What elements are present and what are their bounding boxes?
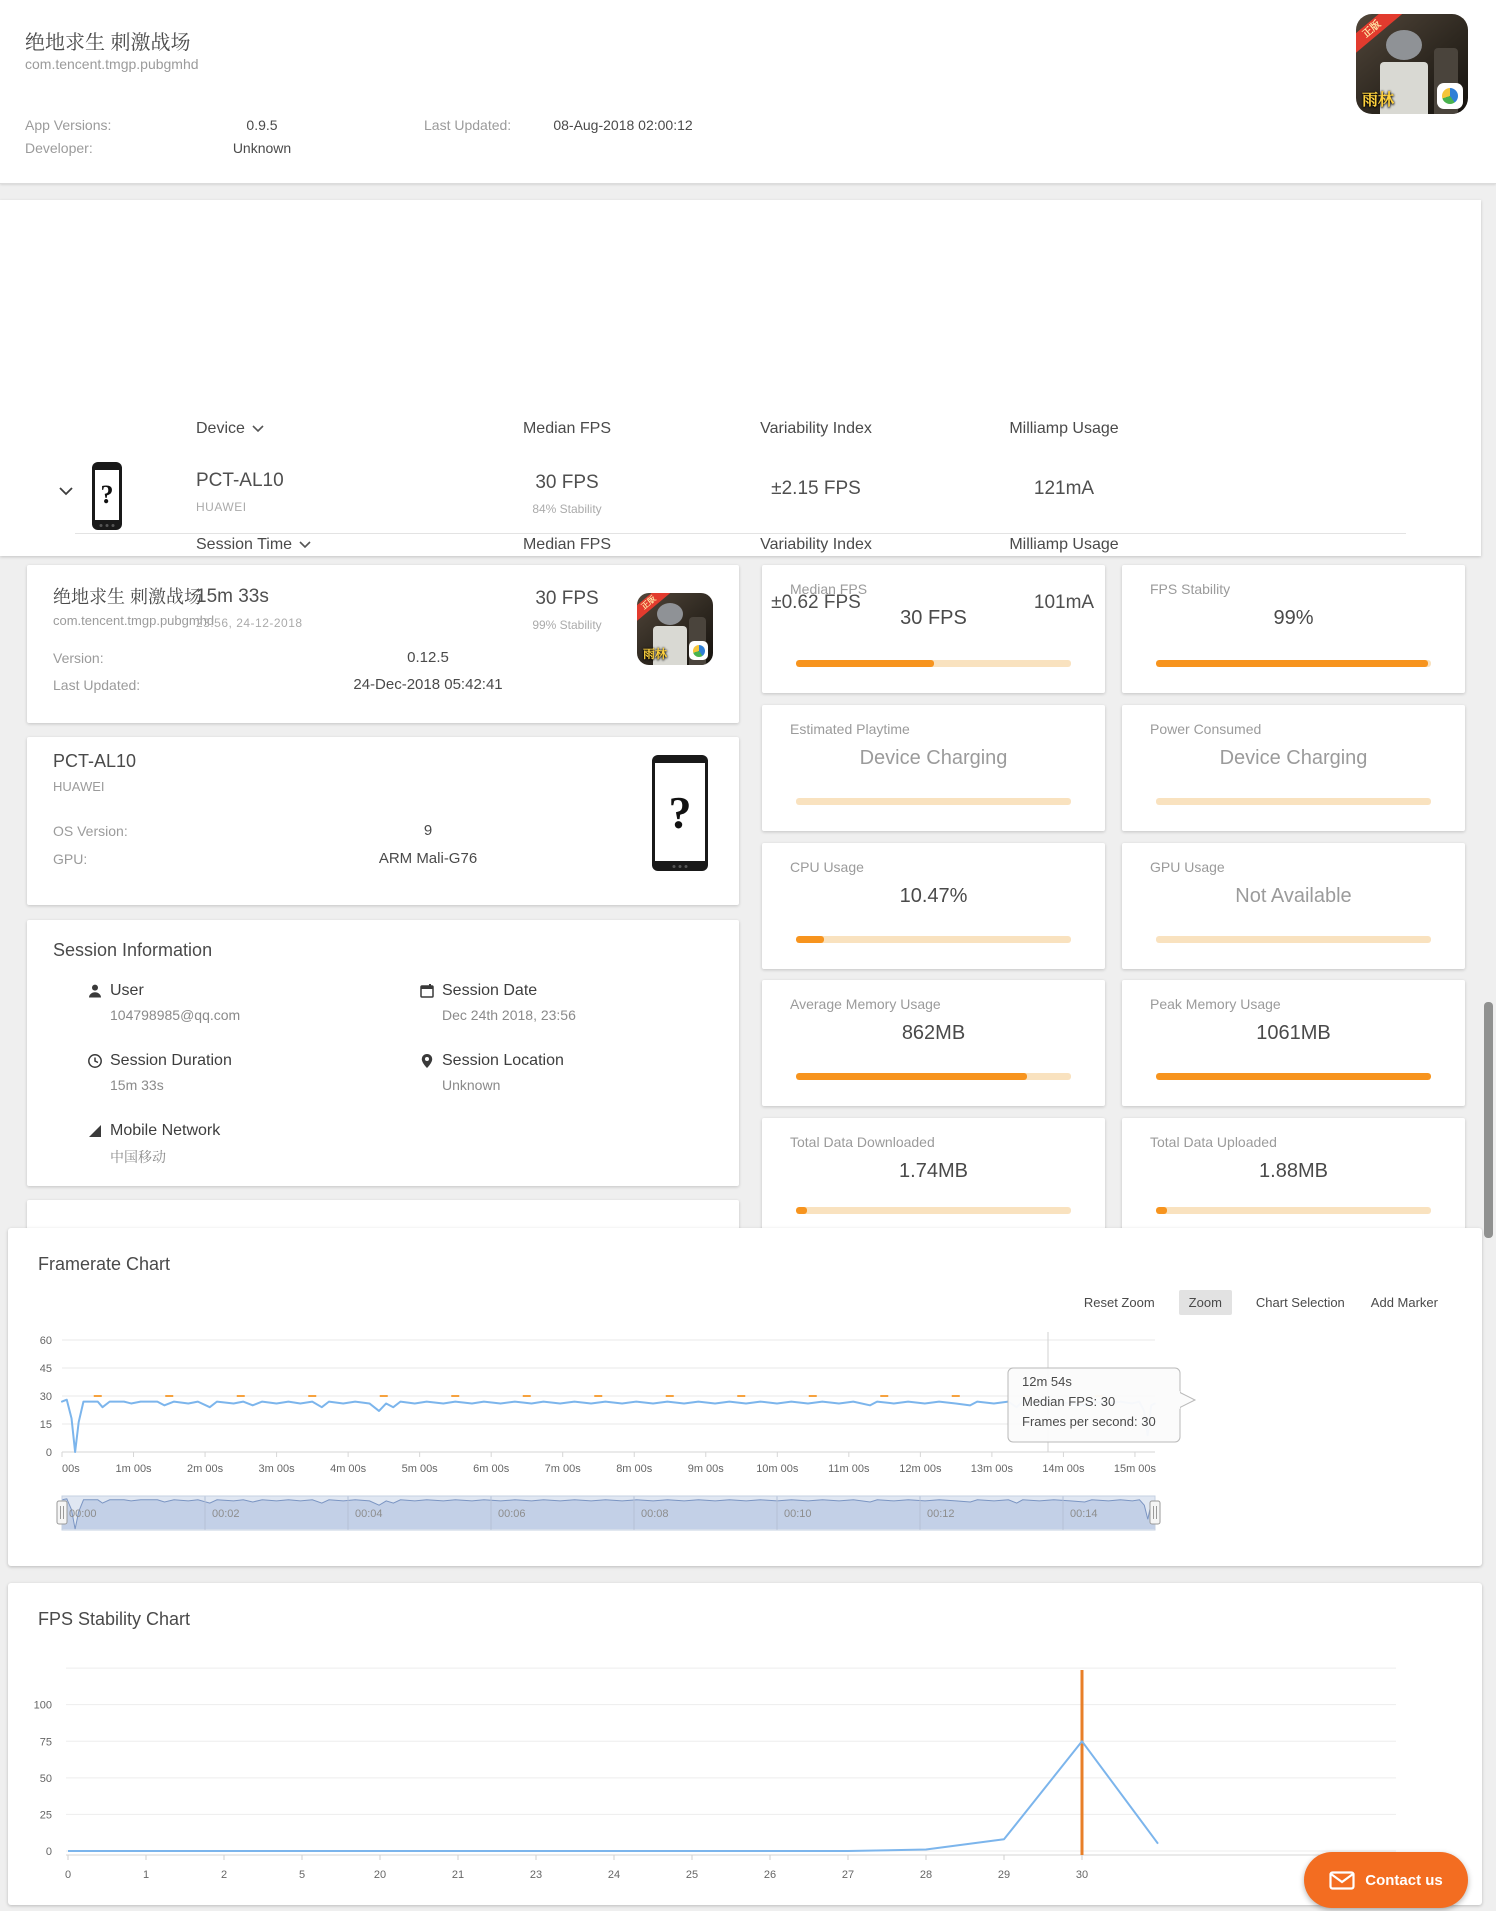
session-item-value: Unknown (442, 1077, 501, 1093)
x-axis-label: 28 (919, 1869, 933, 1881)
median-fps-marker (594, 1395, 602, 1397)
x-axis-label: 00s (62, 1463, 80, 1475)
framerate-chart-panel (8, 1228, 1482, 1566)
helmet-shape (1386, 30, 1422, 60)
device-stability: 84% Stability (532, 502, 602, 516)
navigator-label: 00:02 (212, 1508, 240, 1520)
handle-grip (1150, 1501, 1160, 1524)
last-updated-value: 08-Aug-2018 02:00:12 (553, 117, 693, 133)
median-fps-marker (237, 1395, 245, 1397)
phone-question-mark: ? (668, 786, 692, 838)
x-axis-label: 27 (841, 1869, 855, 1881)
calendar-icon (419, 983, 435, 999)
col-header-variability: Variability Index (760, 420, 872, 437)
location-icon (419, 1053, 435, 1069)
table-divider (75, 533, 1406, 534)
x-axis-label: 4m 00s (330, 1463, 367, 1475)
x-axis-label: 1 (142, 1869, 150, 1881)
navigator-label: 00:14 (1070, 1508, 1098, 1520)
metric-progress-fill (796, 1073, 1027, 1080)
metric-label: Median FPS (790, 581, 868, 597)
device-maker: HUAWEI (196, 500, 247, 514)
x-axis-label: 30 (1075, 1869, 1089, 1881)
session-item-value: 中国移动 (110, 1149, 166, 1165)
app-card-name: 绝地求生 刺激战场 (53, 587, 203, 607)
developer-value: Unknown (232, 140, 292, 156)
col-header-median-fps: Median FPS (522, 536, 612, 553)
chevron-down-icon (299, 541, 311, 549)
y-axis-label-15: 15 (39, 1419, 52, 1431)
app-versions-value: 0.9.5 (246, 117, 278, 133)
device-card-maker: HUAWEI (53, 779, 105, 794)
col-header-variability: Variability Index (760, 536, 872, 553)
toolbar-button-reset-zoom[interactable]: Reset Zoom (1082, 1290, 1157, 1315)
session-item-value: 104798985@qq.com (110, 1007, 241, 1023)
metric-progress-fill (796, 936, 824, 943)
y-axis-label-0: 0 (45, 1447, 52, 1459)
gpu-value: ARM Mali-G76 (378, 850, 478, 867)
x-axis-label: 9m 00s (687, 1463, 724, 1475)
metric-progress-fill (796, 660, 934, 667)
median-fps-marker (451, 1395, 459, 1397)
phone-buttons (673, 865, 688, 868)
device-sort-header[interactable] (196, 420, 264, 438)
y-axis-label-0: 0 (45, 1846, 52, 1858)
y-axis-label-100: 100 (33, 1699, 52, 1712)
metric-card-cpu-usage (762, 843, 1105, 969)
x-axis-label: 29 (997, 1869, 1011, 1881)
metric-progress-bar (796, 1207, 1071, 1214)
session-item-label: Session Location (442, 1052, 564, 1069)
metric-label: Total Data Uploaded (1150, 1134, 1277, 1150)
session-item-label: Session Duration (110, 1052, 232, 1069)
toolbar-button-add-marker[interactable]: Add Marker (1369, 1290, 1440, 1315)
metric-progress-bar (1156, 660, 1431, 667)
tooltip-line-2: Frames per second: 30 (1022, 1414, 1156, 1429)
metric-label: Total Data Downloaded (790, 1134, 935, 1150)
session-item-label: Mobile Network (110, 1122, 221, 1139)
navigator-label: 00:06 (498, 1508, 526, 1520)
median-fps-marker (880, 1395, 888, 1397)
app-icon (1356, 14, 1468, 114)
metric-card-gpu-usage (1122, 843, 1465, 969)
x-axis-label: 1m 00s (115, 1463, 152, 1475)
phone-buttons (100, 524, 115, 527)
phone-screen (95, 470, 119, 520)
tooltip-arrow (1179, 1392, 1195, 1408)
metric-value: Not Available (1235, 885, 1352, 907)
tencent-badge-icon (1437, 83, 1463, 109)
x-axis-label: 10m 00s (756, 1463, 799, 1475)
x-axis-label: 14m 00s (1042, 1463, 1085, 1475)
phone-question-mark: ? (100, 480, 114, 509)
median-fps-marker (94, 1395, 102, 1397)
toolbar-button-chart-selection[interactable]: Chart Selection (1254, 1290, 1347, 1315)
session-table-header (0, 536, 1481, 564)
navigator-label: 00:10 (784, 1508, 812, 1520)
navigator-label: 00:12 (927, 1508, 955, 1520)
session-info-title: Session Information (53, 940, 213, 960)
network-icon (87, 1123, 103, 1139)
app-card-package: com.tencent.tmgp.pubgmhd (53, 613, 215, 628)
device-table-header (0, 420, 1481, 448)
x-axis-label: 5 (298, 1869, 306, 1881)
device-card-name: PCT-AL10 (53, 751, 137, 771)
metric-label: Power Consumed (1150, 721, 1262, 737)
navigator-handle-left[interactable] (57, 1501, 67, 1524)
median-fps-marker (952, 1395, 960, 1397)
metric-progress-bar (1156, 936, 1431, 943)
handle-grip (57, 1501, 67, 1524)
navigator-label: 00:00 (69, 1508, 97, 1520)
chevron-down-icon (252, 425, 264, 433)
metric-value: 862MB (901, 1022, 966, 1044)
phone-screen (655, 763, 705, 861)
x-axis-label: 26 (763, 1869, 777, 1881)
app-package: com.tencent.tmgp.pubgmhd (25, 56, 199, 72)
metric-label: Peak Memory Usage (1150, 996, 1281, 1012)
toolbar-button-zoom[interactable]: Zoom (1179, 1290, 1232, 1315)
col-header-milliamp: Milliamp Usage (1009, 536, 1119, 553)
col-header-median-fps: Median FPS (522, 420, 612, 437)
metric-label: Estimated Playtime (790, 721, 910, 737)
session-variability: ±0.62 FPS (771, 592, 861, 613)
y-axis-label-25: 25 (39, 1809, 52, 1822)
stability-series-line (68, 1741, 1158, 1851)
session-row[interactable] (0, 572, 1481, 642)
metric-progress-bar (796, 660, 1071, 667)
developer-label: Developer: (25, 140, 93, 156)
metric-value: 30 FPS (900, 607, 967, 629)
x-axis-label: 6m 00s (473, 1463, 510, 1475)
metric-progress-bar (796, 1073, 1071, 1080)
tencent-badge-icon (689, 641, 708, 660)
tooltip-line-0: 12m 54s (1022, 1374, 1072, 1389)
median-fps-marker (737, 1395, 745, 1397)
phone-icon (652, 755, 708, 871)
metric-value: Device Charging (1219, 747, 1368, 769)
app-header (0, 0, 1496, 184)
session-median-fps: 30 FPS (535, 588, 599, 609)
metric-card-total-data-uploaded (1122, 1118, 1465, 1240)
navigator-label: 00:04 (355, 1508, 383, 1520)
y-axis-label-45: 45 (39, 1362, 52, 1375)
last-updated-label: Last Updated: (424, 117, 512, 133)
metric-progress-bar (1156, 1207, 1431, 1214)
metric-label: FPS Stability (1150, 581, 1231, 597)
col-header-milliamp: Milliamp Usage (1009, 420, 1119, 437)
metric-progress-fill (1156, 1073, 1431, 1080)
device-name: PCT-AL10 (196, 470, 284, 491)
median-fps-marker (308, 1395, 316, 1397)
metric-value: 1061MB (1256, 1022, 1331, 1044)
navigator[interactable] (57, 1496, 1160, 1530)
device-median-fps: 30 FPS (535, 472, 599, 493)
x-axis-label: 13m 00s (970, 1463, 1013, 1475)
framerate-chart-title: Framerate Chart (38, 1254, 171, 1274)
y-axis-label-30: 30 (39, 1390, 52, 1403)
session-item-value: 15m 33s (110, 1077, 164, 1093)
icon-corner-text: 雨林 (643, 647, 668, 661)
session-stability: 99% Stability (532, 618, 602, 632)
x-axis-label: 25 (685, 1869, 699, 1881)
metric-label: CPU Usage (790, 859, 864, 875)
median-fps-marker (165, 1395, 173, 1397)
x-axis-label: 23 (529, 1869, 543, 1881)
metric-value: 1.74MB (899, 1160, 968, 1182)
app-updated-value: 24-Dec-2018 05:42:41 (353, 676, 503, 693)
x-axis-label: 2 (220, 1869, 228, 1881)
x-axis-label: 24 (607, 1869, 621, 1881)
x-axis-label: 12m 00s (899, 1463, 942, 1475)
metric-value: Device Charging (859, 747, 1008, 769)
x-axis-label: 20 (373, 1869, 387, 1881)
metric-progress-fill (796, 1207, 807, 1214)
session-time-sort-header[interactable] (196, 536, 311, 554)
session-item-user (87, 982, 240, 1023)
session-item-label: Session Date (442, 982, 538, 999)
scrollbar-thumb[interactable] (1484, 1002, 1493, 1238)
device-row[interactable] (0, 456, 1481, 532)
os-version-value: 9 (423, 822, 433, 839)
session-duration: 15m 33s (196, 586, 269, 607)
device-header-label: Device (196, 420, 245, 437)
metric-card-estimated-playtime (762, 705, 1105, 831)
navigator-handle-right[interactable] (1150, 1501, 1160, 1524)
fps-stability-chart[interactable] (8, 1583, 1482, 1905)
x-axis-label: 11m 00s (828, 1463, 870, 1475)
y-axis-label-50: 50 (39, 1772, 52, 1785)
median-fps-marker (523, 1395, 531, 1397)
session-item-session-location (419, 1052, 564, 1093)
x-axis-label: 3m 00s (258, 1463, 295, 1475)
user-icon (87, 983, 103, 999)
badge-swirl-shape (1442, 88, 1458, 104)
icon-corner-text: 雨林 (1362, 92, 1395, 109)
badge-swirl-shape (693, 645, 705, 657)
session-item-session-date (419, 982, 576, 1023)
chart-tooltip (1008, 1368, 1195, 1442)
tooltip-arrow-mask (1178, 1391, 1180, 1409)
metric-value: 10.47% (899, 885, 968, 907)
framerate-series-line (62, 1400, 1155, 1452)
contact-us-label: Contact us (1365, 1871, 1443, 1889)
page-title: 绝地求生 刺激战场 (25, 32, 191, 54)
session-item-session-duration (87, 1052, 232, 1093)
clock-icon (87, 1053, 103, 1069)
version-value: 0.12.5 (407, 649, 449, 666)
framerate-chart[interactable] (8, 1228, 1482, 1566)
metric-progress-bar (1156, 1073, 1431, 1080)
x-axis-label: 5m 00s (401, 1463, 438, 1475)
metric-progress-bar (1156, 798, 1431, 805)
session-item-mobile-network (87, 1122, 220, 1167)
median-fps-marker (380, 1395, 388, 1397)
metric-progress-fill (1156, 1207, 1167, 1214)
metric-label: Average Memory Usage (790, 996, 941, 1012)
x-axis-label: 8m 00s (616, 1463, 653, 1475)
device-info-card (27, 737, 739, 905)
metric-card-total-data-downloaded (762, 1118, 1105, 1240)
metric-progress-bar (796, 936, 1071, 943)
metric-grid (762, 556, 1482, 1246)
app-updated-label: Last Updated: (53, 677, 141, 693)
metric-value: 1.88MB (1259, 1160, 1328, 1182)
median-fps-marker (666, 1395, 674, 1397)
session-time-header-label: Session Time (196, 536, 293, 553)
device-variability: ±2.15 FPS (771, 478, 861, 499)
tooltip-line-1: Median FPS: 30 (1022, 1394, 1116, 1409)
fps-stability-panel (8, 1583, 1482, 1905)
navigator-label: 00:08 (641, 1508, 669, 1520)
metric-progress-bar (796, 798, 1071, 805)
icon-ribbon-text: 正版 (1356, 14, 1409, 62)
fps-stability-title: FPS Stability Chart (38, 1609, 191, 1629)
device-milliamp: 121mA (1033, 478, 1095, 499)
x-axis-label: 0 (64, 1869, 72, 1881)
metric-progress-fill (1156, 660, 1428, 667)
x-axis-label: 15m 00s (1113, 1463, 1157, 1475)
session-item-value: Dec 24th 2018, 23:56 (442, 1007, 576, 1023)
gpu-label: GPU: (53, 851, 88, 867)
metric-label: GPU Usage (1150, 859, 1225, 875)
x-axis-label: 21 (451, 1869, 465, 1881)
y-axis-label-75: 75 (39, 1736, 52, 1749)
x-axis-label: 2m 00s (187, 1463, 224, 1475)
version-label: Version: (53, 650, 104, 666)
expand-chevron-icon[interactable] (58, 486, 74, 496)
os-version-label: OS Version: (53, 823, 128, 839)
median-fps-marker (809, 1395, 817, 1397)
metric-card-average-memory-usage (762, 980, 1105, 1106)
icon-ribbon-text: 正版 (637, 593, 685, 635)
metric-value: 99% (1273, 607, 1314, 629)
phone-icon (92, 462, 122, 530)
session-datetime: 23:56, 24-12-2018 (196, 616, 303, 630)
contact-us-button[interactable] (1304, 1852, 1468, 1908)
metric-card-peak-memory-usage (1122, 980, 1465, 1106)
app-versions-label: App Versions: (25, 117, 112, 133)
envelope-icon (1329, 1871, 1355, 1890)
session-item-label: User (110, 982, 144, 999)
session-milliamp: 101mA (1033, 592, 1095, 613)
session-info-card (27, 920, 739, 1186)
x-axis-label: 7m 00s (544, 1463, 581, 1475)
y-axis-label-60: 60 (39, 1334, 52, 1347)
metric-card-power-consumed (1122, 705, 1465, 831)
